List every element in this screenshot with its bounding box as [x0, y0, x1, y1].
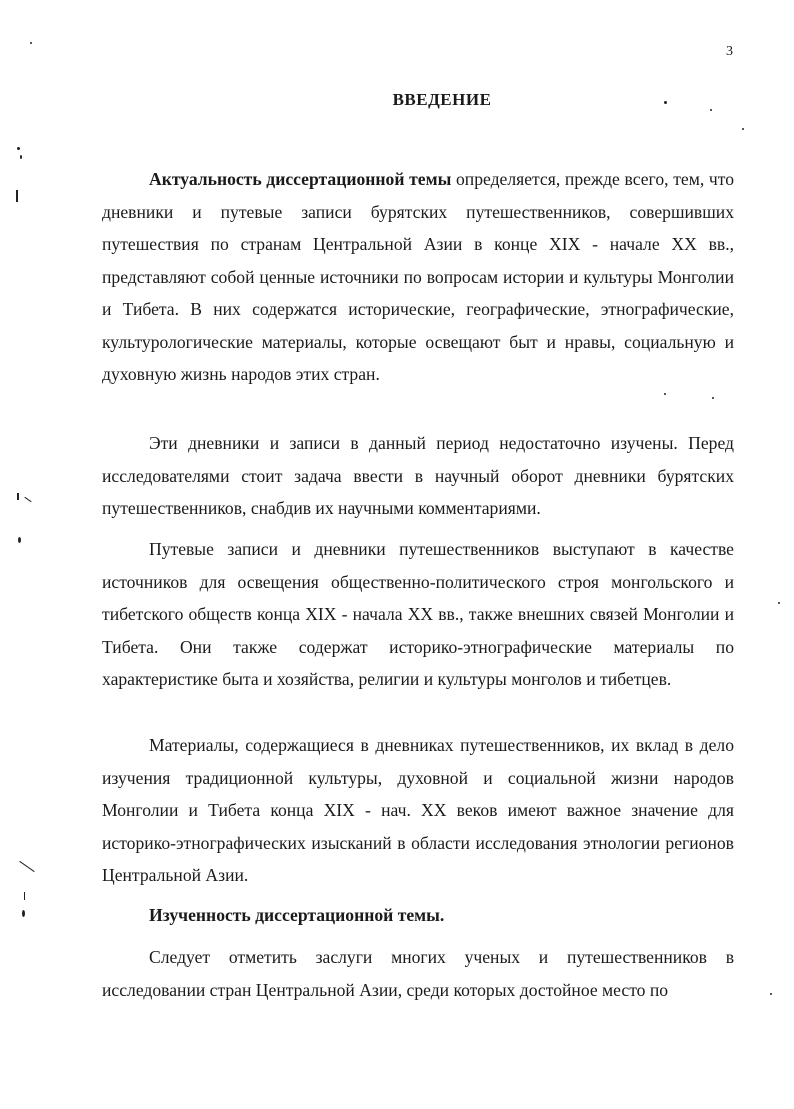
section-heading-study-level: Изученность диссертационной темы. — [149, 905, 445, 925]
paragraph-relevance — [102, 163, 734, 391]
scan-artifact — [24, 497, 31, 502]
scan-artifact — [17, 147, 20, 150]
scan-artifact — [742, 128, 744, 130]
scan-artifact — [710, 109, 712, 111]
scan-artifact — [770, 993, 772, 995]
scan-artifact — [24, 892, 25, 900]
paragraph-relevance-body: определяется, прежде всего, тем, что дневники и путевые записи бурятских путешественников, совершивших путешествия по странам Центральной Азии в конце XIX - начале XX вв., представляют собой ценные источники по вопросам истории и культуры Монголии и Тибета. В них содержатся исторические, географические, этнографические, культурологические материалы, которые освещают быт и нравы, социальную и духовную жизнь народов этих стран. — [102, 169, 735, 384]
scan-artifact — [778, 602, 780, 604]
page-number: 3 — [726, 44, 733, 59]
scan-artifact — [20, 155, 22, 159]
scan-artifact — [18, 537, 21, 543]
scan-artifact — [19, 861, 34, 872]
paragraph-understudied: Эти дневники и записи в данный период недостаточно изучены. Перед исследователями стоит задача ввести в научный оборот дневники бурятских путешественников, снабдив их научными комментариями. — [102, 433, 734, 518]
paragraph-significance: Материалы, содержащиеся в дневниках путешественников, их вклад в дело изучения традиционной культуры, духовной и социальной жизни народов Монголии и Тибета конца XIX - нач. XX веков имеют важное значение для историко-этнографических изысканий в области исследования этнологии регионов Центральной Азии. — [102, 735, 734, 885]
scan-artifact — [22, 910, 25, 917]
scan-artifact — [17, 493, 19, 500]
page-title: ВВЕДЕНИЕ — [392, 90, 492, 109]
scan-artifact — [664, 101, 667, 104]
scan-artifact — [16, 190, 18, 202]
paragraph-scholars: Следует отметить заслуги многих ученых и путешественников в исследовании стран Центральной Азии, среди которых достойное место по — [102, 947, 734, 1000]
scan-artifact — [712, 397, 714, 399]
scan-artifact — [664, 393, 666, 395]
scan-artifact — [30, 42, 32, 44]
paragraph-sources: Путевые записи и дневники путешественников выступают в качестве источников для освещения общественно-политического строя монгольского и тибетского обществ конца XIX - начала XX вв., также внешних связей Монголии и Тибета. Они также содержат историко-этнографические материалы по характеристике быта и хозяйства, религии и культуры монголов и тибетцев. — [102, 539, 734, 689]
paragraph-relevance-lead: Актуальность диссертационной темы — [149, 169, 452, 189]
